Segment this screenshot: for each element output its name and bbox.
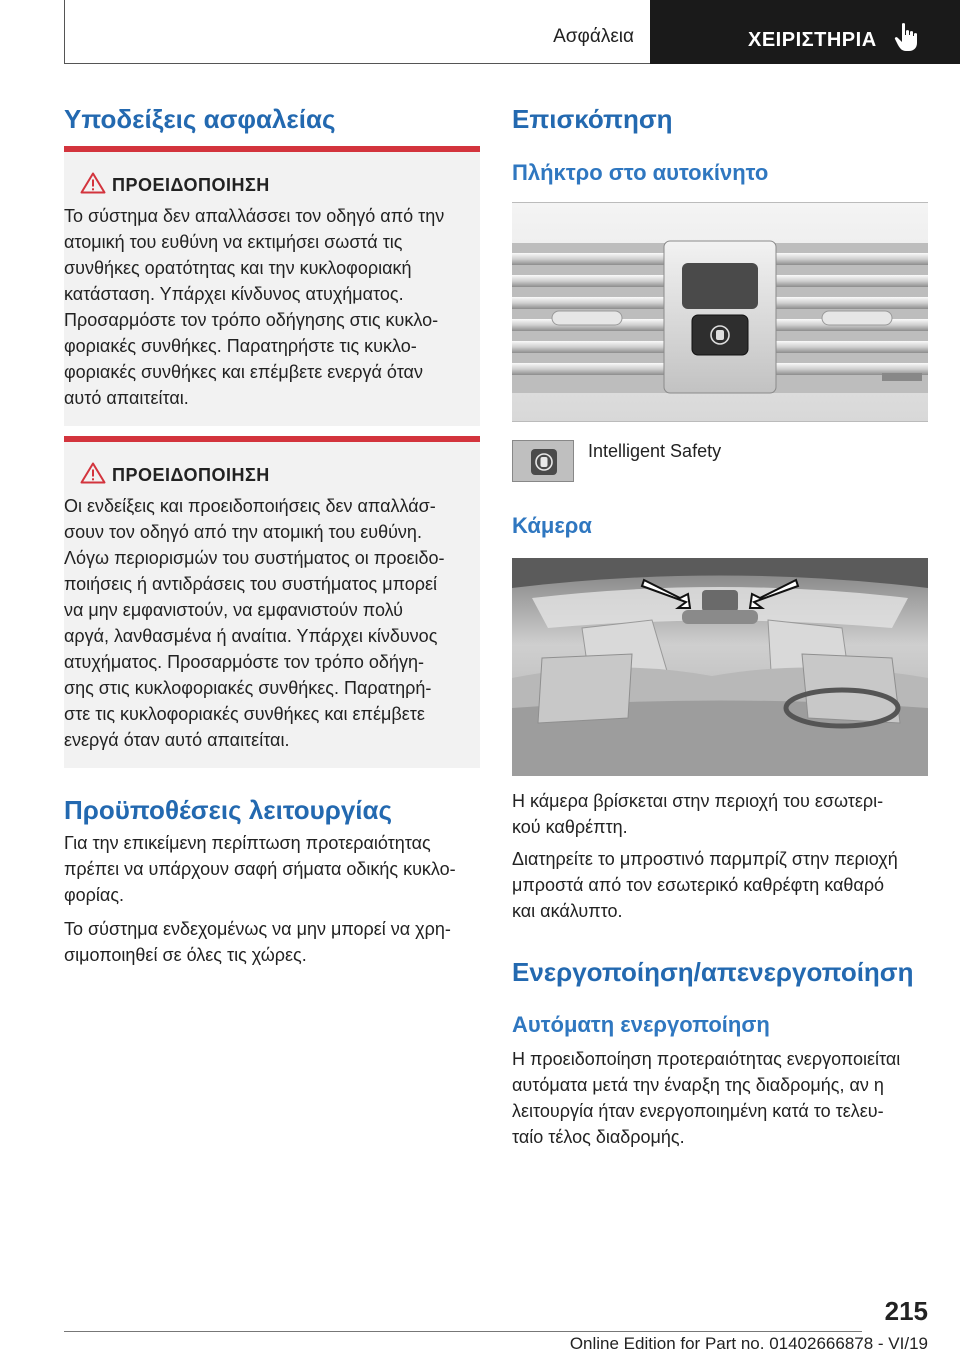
warning-line: σης στις κυκλοφοριακές συνθήκες. Παρατηρή- [64,678,432,698]
text-line: Η προειδοποίηση προτεραιότητας ενεργοποιείται [512,1049,901,1069]
intelligent-safety-label: Intelligent Safety [588,441,722,461]
requirements-paragraph-1 [64,830,480,908]
warning-box-1 [64,146,480,426]
warning-line: ατομική του ευθύνη να εκτιμήσει σωστά τις [64,232,403,252]
warning-line: αυτό απαιτείται. [64,388,189,408]
button-in-car-heading: Πλήκτρο στο αυτοκίνητο [512,160,769,185]
camera-paragraph-1 [512,788,928,840]
text-line: Διατηρείτε το μπροστινό παρμπρίζ στην περιοχή [512,849,898,869]
text-line: σιμοποιηθεί σε όλες τις χώρες. [64,945,307,965]
page-number: 215 [884,1296,928,1326]
text-line: Το σύστημα ενδεχομένως να μην μπορεί να χρη- [64,919,451,939]
activation-title: Ενεργοποίηση/απενεργοποίηση [512,957,914,987]
warning-text [64,203,480,411]
button-photo [512,202,928,422]
warning-line: ενεργά όταν αυτό απαιτείται. [64,730,290,750]
warning-line: φοριακές συνθήκες και επέμβετε ενεργά όταν [64,362,423,382]
warning-text [64,493,480,753]
header-bottom-rule [64,63,650,64]
warning-bar [64,436,480,442]
text-line: λειτουργία ήταν ενεργοποιημένη κατά το τελευ- [512,1101,884,1121]
footer-rule [64,1331,862,1332]
warning-line: Οι ενδείξεις και προειδοποιήσεις δεν απαλλάσ- [64,496,436,516]
text-line: πρέπει να υπάρχουν σαφή σήματα οδικής κυκλο- [64,859,456,879]
warning-triangle-icon [80,462,106,484]
warning-line: αργά, λανθασμένα ή αναίτια. Υπάρχει κίνδυνος [64,626,438,646]
warning-title: ΠΡΟΕΙΔΟΠΟΙΗΣΗ [112,175,270,195]
warning-line: ατυχήματος. Προσαρμόστε τον τρόπο οδήγη- [64,652,424,672]
hand-pointer-icon [894,22,920,52]
intelligent-safety-button-icon[interactable] [512,440,574,482]
warning-line: Λόγω περιορισμών του συστήματος οι προειδο- [64,548,445,568]
warning-line: φοριακές συνθήκες. Παρατηρήστε τις κυκλο- [64,336,417,356]
text-line: κού καθρέπτη. [512,817,628,837]
overview-title: Επισκόπηση [512,104,673,134]
warning-line: συνθήκες ορατότητας και την κυκλοφοριακή [64,258,412,278]
header-chapter-label: ΧΕΙΡΙΣΤΗΡΙΑ [748,29,877,51]
header-chapter-tab[interactable] [650,0,960,64]
warning-line: να μην εμφανιστούν, να εμφανιστούν πολύ [64,600,404,620]
warning-line: Προσαρμόστε τον τρόπο οδήγησης στις κυκλο- [64,310,439,330]
warning-box-2 [64,436,480,768]
camera-heading: Κάμερα [512,513,592,538]
warning-title: ΠΡΟΕΙΔΟΠΟΙΗΣΗ [112,465,270,485]
auto-activation-heading: Αυτόματη ενεργοποίηση [512,1012,770,1037]
camera-photo [512,558,928,776]
warning-line: κατάσταση. Υπάρχει κίνδυνος ατυχήματος. [64,284,404,304]
auto-activation-paragraph [512,1046,928,1150]
requirements-title: Προϋποθέσεις λειτουργίας [64,795,393,825]
text-line: Για την επικείμενη περίπτωση προτεραιότητας [64,833,431,853]
text-line: φορίας. [64,885,125,905]
vent-grille-illustration [512,203,928,422]
warning-line: σουν τον οδηγό από την ατομική του ευθύνη. [64,522,422,542]
car-interior-illustration [512,558,928,776]
text-line: Η κάμερα βρίσκεται στην περιοχή του εσωτερι- [512,791,884,811]
edition-footer: Online Edition for Part no. 01402666878 - VI/19 [569,1334,928,1353]
warning-bar [64,146,480,152]
text-line: και ακάλυπτο. [512,901,623,921]
requirements-paragraph-2 [64,916,480,968]
camera-paragraph-2 [512,846,928,924]
text-line: αυτόματα μετά την έναρξη της διαδρομής, αν η [512,1075,884,1095]
safety-notes-title: Υποδείξεις ασφαλείας [64,104,336,134]
warning-triangle-icon [80,172,106,194]
warning-line: ποιήσεις ή αντιδράσεις του συστήματος μπορεί [64,574,438,594]
warning-line: Το σύστημα δεν απαλλάσσει τον οδηγό από την [64,206,445,226]
car-shield-icon [513,441,575,483]
text-line: ταίο τέλος διαδρομής. [512,1127,685,1147]
header-section-title: Ασφάλεια [553,26,634,47]
warning-line: στε τις κυκλοφοριακές συνθήκες και επέμβετε [64,704,425,724]
text-line: μπροστά από τον εσωτερικό καθρέφτη καθαρό [512,875,885,895]
